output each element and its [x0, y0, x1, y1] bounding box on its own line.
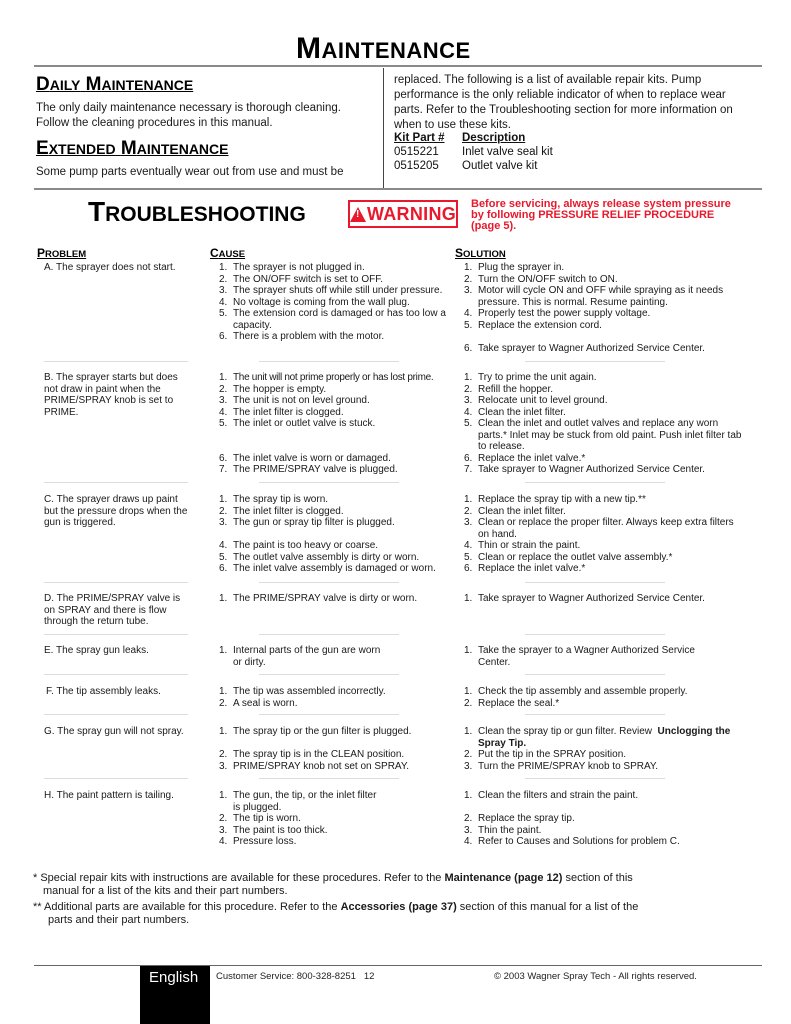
row-divider — [525, 361, 665, 362]
maintenance-page-link: Maintenance (page 12) — [444, 872, 563, 884]
problem-e: E. The spray gun leaks. — [44, 645, 149, 656]
causes-c: 1. The spray tip is worn. 2. The inlet filter is clogged. 3. The gun or spray tip filter is plugged. 4. The paint is too heavy or coarse. 5. The outlet valve assembly is dirty or worn. 6. The inlet valve assembly is damaged or worn. — [219, 494, 436, 574]
row-divider — [44, 674, 188, 675]
row-divider — [525, 714, 665, 715]
row-divider — [259, 482, 399, 483]
problem-g: G. The spray gun will not spray. — [44, 726, 184, 737]
problem-a: A. The sprayer does not start. — [44, 262, 176, 273]
row-divider — [259, 674, 399, 675]
extended-maintenance-text-right: replaced. The following is a list of available repair kits. Pump performance is the only reliable indicator of when to replace wear parts. Refer to the Troubleshooting section for more information on when to use these kits. — [394, 74, 733, 131]
warning-triangle-icon — [350, 207, 366, 222]
row-divider — [259, 714, 399, 715]
kit-row: 0515205 Outlet valve kit — [394, 160, 538, 172]
row-divider — [259, 778, 399, 779]
solutions-f: 1. Check the tip assembly and assemble properly. 2. Replace the seal.* — [464, 686, 688, 709]
footnote-repair-kits: * Special repair kits with instructions are available for these procedures. Refer to the Maintenance (page 12) section of this manual for a list of the kits and their part numbers. — [33, 872, 633, 897]
column-divider — [383, 68, 384, 188]
solutions-b: 1. Try to prime the unit again. 2. Refill the hopper. 3. Relocate unit to level ground. 4. Clean the inlet filter. 5. Clean the inlet and outlet valves and replace any worn parts.* Inlet may be stuck from old paint. Push inlet filter tab to release. 6. Replace the inlet valve.* 7. Take sprayer to Wagner Authorized Service Center. — [464, 372, 742, 475]
footer-customer-service: Customer Service: 800-328-8251 12 — [216, 971, 375, 982]
solutions-c: 1. Replace the spray tip with a new tip.** 2. Clean the inlet filter. 3. Clean or replace the proper filter. Always keep extra filters on hand. 4. Thin or strain the paint. 5. Clean or replace the outlet valve assembly.* 6. Replace the inlet valve.* — [464, 494, 734, 574]
causes-d: 1. The PRIME/SPRAY valve is dirty or worn. — [219, 593, 418, 604]
troubleshooting-title: TROUBLESHOOTING — [88, 196, 306, 227]
causes-g: 1. The spray tip or the gun filter is plugged. 2. The spray tip is in the CLEAN position. 3. PRIME/SPRAY knob not set on SPRAY. — [219, 726, 412, 772]
row-divider — [259, 582, 399, 583]
causes-e: 1. Internal parts of the gun are worn or dirty. — [219, 645, 381, 668]
section-rule — [34, 188, 762, 190]
solutions-a: 1. Plug the sprayer in. 2. Turn the ON/OFF switch to ON. 3. Motor will cycle ON and OFF while spraying as it needs pressure. This is normal. Resume painting. 4. Properly test the power supply voltage. 5. Replace the extension cord. 6. Take sprayer to Wagner Authorized Service Center. — [464, 262, 724, 354]
causes-f: 1. The tip was assembled incorrectly. 2. A seal is worn. — [219, 686, 386, 709]
daily-maintenance-text: The only daily maintenance necessary is thorough cleaning. Follow the cleaning procedures in this manual. — [36, 102, 341, 129]
causes-h: 1. The gun, the tip, or the inlet filter is plugged. 2. The tip is worn. 3. The paint is too thick. 4. Pressure loss. — [219, 790, 377, 847]
row-divider — [44, 714, 188, 715]
problem-b: B. The sprayer starts but does not draw in paint when the PRIME/SPRAY knob is set to PRIME. — [44, 372, 178, 418]
row-divider — [259, 634, 399, 635]
page-number: 12 — [363, 971, 375, 982]
accessories-page-link: Accessories (page 37) — [340, 901, 457, 913]
problem-d: D. The PRIME/SPRAY valve is on SPRAY and there is flow through the return tube. — [44, 593, 181, 627]
unclogging-reference: Unclogging the Spray Tip. — [478, 726, 731, 749]
language-tab: English — [140, 966, 210, 1024]
warning-badge: ! WARNING — [348, 200, 458, 228]
column-header-problem: PROBLEM — [37, 246, 87, 260]
solutions-d: 1. Take sprayer to Wagner Authorized Service Center. — [464, 593, 705, 604]
warning-text: Before servicing, always release system pressure by following PRESSURE RELIEF PROCEDURE (page 5). — [471, 198, 731, 232]
row-divider — [44, 482, 188, 483]
row-divider — [525, 674, 665, 675]
repair-kit-table — [394, 131, 553, 173]
row-divider — [525, 778, 665, 779]
extended-maintenance-text-left: Some pump parts eventually wear out from use and must be — [36, 166, 344, 178]
kit-table-header: Kit Part # Description — [394, 132, 526, 144]
extended-maintenance-heading: EXTENDED MAINTENANCE — [36, 138, 229, 159]
footnote-additional-parts: ** Additional parts are available for this procedure. Refer to the Accessories (page 37) section of this manual for a list of the parts and their part numbers. — [33, 901, 639, 926]
problem-f: F. The tip assembly leaks. — [46, 686, 161, 697]
solutions-g: 1. Clean the spray tip or gun filter. Review Unclogging the Spray Tip. 2. Put the tip in the SPRAY position. 3. Turn the PRIME/SPRAY knob to SPRAY. — [464, 726, 731, 772]
header-rule — [34, 65, 762, 67]
row-divider — [44, 582, 188, 583]
problem-c: C. The sprayer draws up paint but the pressure drops when the gun is triggered. — [44, 494, 188, 528]
causes-a: 1. The sprayer is not plugged in. 2. The ON/OFF switch is set to OFF. 3. The sprayer shuts off while still under pressure. 4. No voltage is coming from the wall plug. 5. The extension cord is damaged or has too low a capacity. 6. There is a problem with the motor. — [219, 262, 446, 342]
solutions-h: 1. Clean the filters and strain the paint. 2. Replace the spray tip. 3. Thin the paint. 4. Refer to Causes and Solutions for problem C. — [464, 790, 680, 847]
row-divider — [44, 778, 188, 779]
column-header-solution: SOLUTION — [455, 246, 506, 260]
column-header-cause: CAUSE — [210, 246, 246, 260]
row-divider — [525, 634, 665, 635]
solutions-e: 1. Take the sprayer to a Wagner Authorized Service Center. — [464, 645, 695, 668]
footer-copyright: © 2003 Wagner Spray Tech - All rights reserved. — [494, 971, 697, 982]
row-divider — [44, 361, 188, 362]
problem-h: H. The paint pattern is tailing. — [44, 790, 174, 801]
row-divider — [44, 634, 188, 635]
row-divider — [525, 582, 665, 583]
row-divider — [525, 482, 665, 483]
causes-b: 1. The unit will not prime properly or has lost prime. 2. The hopper is empty. 3. The unit is not on level ground. 4. The inlet filter is clogged. 5. The inlet or outlet valve is stuck. 6. The inlet valve is worn or damaged. 7. The PRIME/SPRAY valve is plugged. — [219, 372, 434, 475]
maintenance-title: MAINTENANCE — [296, 32, 471, 65]
row-divider — [259, 361, 399, 362]
daily-maintenance-heading: DAILY MAINTENANCE — [36, 74, 194, 95]
kit-row: 0515221 Inlet valve seal kit — [394, 146, 553, 158]
